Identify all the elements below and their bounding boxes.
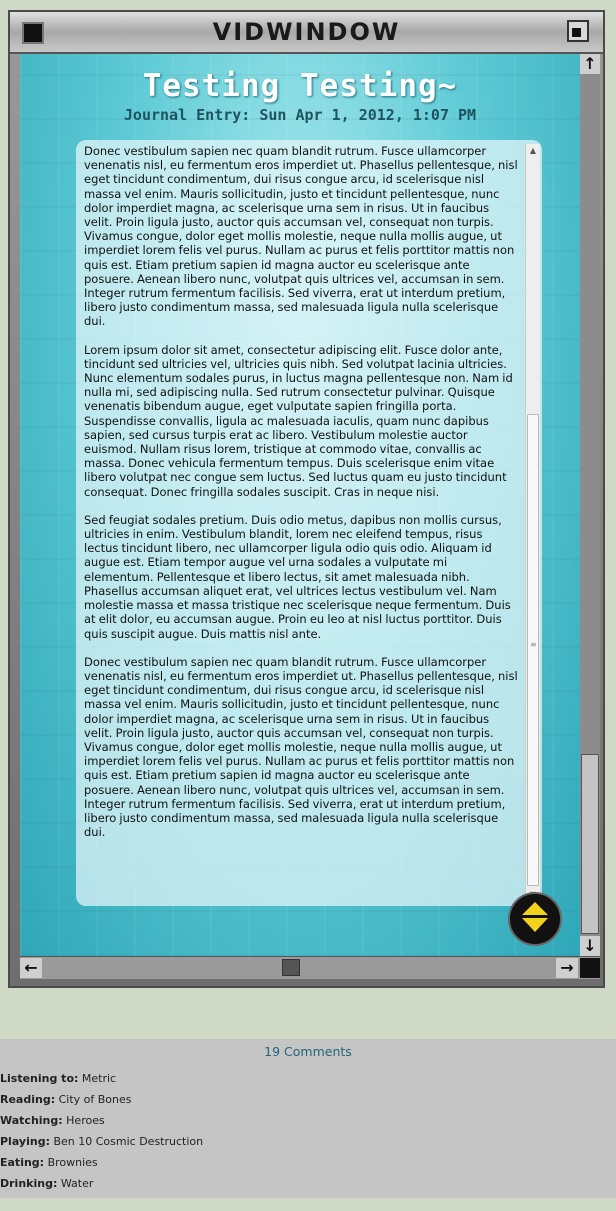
mood-label: Drinking:: [0, 1177, 58, 1190]
entry-title: Testing Testing~: [142, 68, 458, 104]
mood-row-eating: [0, 1156, 98, 1169]
entry-paragraph: Sed feugiat sodales pretium. Duis odio metus, dapibus non mollis cursus, ultricies in enim. Vestibulum blandit, lorem nec eleifend tempus, risus lectus tincidunt libero, nec ullamcorper ligula odio quis odio. Aliquam id augue est. Etiam tempor augue vel urna sodales a vulputate mi elementum. Pellentesque et libero lectus, sit amet malesuada nibh. Phasellus accumsan aliquet erat, vel ultrices lectus vestibulum vel. Nam molestie massa et massa tristique nec scelerisque neque fermentum. Duis at elit dolor, eu accumsan augue. Proin eu leo at nisl luctus porttitor. Duis quis suscipit augue. Duis mattis nisl ante.: [84, 512, 511, 641]
window-horizontal-scrollbar[interactable]: [20, 956, 600, 979]
scroll-up-arrow-icon[interactable]: ↑: [580, 54, 600, 74]
mood-value: Water: [60, 1177, 94, 1190]
vidwindow-frame: [8, 10, 605, 988]
text-box-scrollbar[interactable]: [525, 144, 540, 902]
entry-date: Journal Entry: Sun Apr 1, 2012, 1:07 PM: [123, 106, 477, 124]
text-scroll-up-icon[interactable]: ▲: [529, 146, 537, 155]
mood-row-listening: [0, 1072, 116, 1085]
mood-value: City of Bones: [58, 1093, 132, 1106]
window-resize-icon[interactable]: [567, 20, 589, 42]
entry-info-panel: [0, 1039, 616, 1198]
mood-value: Metric: [81, 1072, 117, 1085]
horizontal-scroll-thumb[interactable]: [282, 959, 300, 976]
mood-row-watching: [0, 1114, 105, 1127]
scroll-up-down-badge-icon[interactable]: [508, 892, 562, 946]
scroll-down-arrow-icon[interactable]: ↓: [580, 936, 600, 956]
text-scroll-thumb[interactable]: [527, 414, 539, 886]
scroll-right-arrow-icon[interactable]: →: [556, 958, 578, 978]
mood-value: Heroes: [66, 1114, 105, 1127]
mood-value: Brownies: [47, 1156, 98, 1169]
vertical-scroll-thumb[interactable]: [581, 754, 599, 934]
window-corner-box: [580, 958, 600, 978]
comments-link[interactable]: 19 Comments: [264, 1044, 352, 1059]
mood-label: Eating:: [0, 1156, 45, 1169]
entry-text-box[interactable]: [76, 140, 542, 906]
entry-body: [84, 144, 519, 853]
scroll-left-arrow-icon[interactable]: ←: [20, 958, 42, 978]
mood-label: Playing:: [0, 1135, 50, 1148]
mood-row-reading: [0, 1093, 132, 1106]
entry-paragraph: Lorem ipsum dolor sit amet, consectetur adipiscing elit. Fusce dolor ante, tincidunt sed ultricies vel, ultricies quis nibh. Sed volutpat lacinia ultricies. Nunc elementum sodales purus, in luctus magna pellentesque non. Nam id nulla mi, sed adipiscing nulla. Sed rutrum consectetur pulvinar. Quisque venenatis bibendum augue, eget vulputate sapien fringilla porta. Suspendisse convallis, ligula ac malesuada iaculis, quam nunc dapibus sapien, sed cursus turpis erat ac libero. Vestibulum molestie auctor euismod. Nullam risus lorem, tristique at commodo vitae, convallis ac massa. Donec vehicula fermentum tempus. Duis scelerisque enim vitae libero volutpat nec congue sem luctus. Sed luctus quam eu justo tincidunt consequat. Donec fringilla sodales suscipit. Cras in neque nisi.: [84, 342, 513, 499]
window-titlebar[interactable]: [10, 12, 603, 54]
mood-label: Reading:: [0, 1093, 56, 1106]
mood-value: Ben 10 Cosmic Destruction: [53, 1135, 204, 1148]
window-title: VIDWINDOW: [212, 18, 401, 46]
window-vertical-scrollbar[interactable]: [580, 54, 600, 956]
mood-label: Watching:: [0, 1114, 63, 1127]
mood-row-playing: [0, 1135, 203, 1148]
mood-row-drinking: [0, 1177, 93, 1190]
mood-label: Listening to:: [0, 1072, 79, 1085]
entry-paragraph: Donec vestibulum sapien nec quam blandit rutrum. Fusce ullamcorper venenatis nisl, eu fermentum eros imperdiet ut. Phasellus pellentesque, nisl eget tincidunt condimentum, dui risus congue arcu, id scelerisque nisl massa vel enim. Mauris sollicitudin, justo et tincidunt pellentesque, nunc dolor imperdiet magna, ac scelerisque urna sem in risus. Ut in faucibus velit. Proin ligula justo, auctor quis accumsan vel, consequat non turpis. Vivamus congue, dolor eget mollis molestie, neque nulla mollis augue, ut imperdiet lorem felis vel purus. Nullam ac purus et felis porttitor mattis non quis est. Etiam pretium sapien id magna auctor eu scelerisque ante posuere. Aenean libero nunc, volutpat quis ultrices vel, accumsan in sem. Integer rutrum fermentum facilisis. Sed viverra, erat ut interdum pretium, libero justo condimentum massa, sed malesuada ligula nulla scelerisque dui.: [84, 654, 518, 840]
journal-content-area: [20, 54, 580, 956]
entry-paragraph: Donec vestibulum sapien nec quam blandit rutrum. Fusce ullamcorper venenatis nisl, eu fermentum eros imperdiet ut. Phasellus pellentesque, nisl eget tincidunt condimentum, dui risus congue arcu, id scelerisque nisl massa vel enim. Mauris sollicitudin, justo et tincidunt pellentesque, nunc dolor imperdiet magna, ac scelerisque urna sem in risus. Ut in faucibus velit. Proin ligula justo, auctor quis accumsan vel, consequat non turpis. Vivamus congue, dolor eget mollis molestie, neque nulla mollis augue, ut imperdiet lorem felis vel purus. Nullam ac purus et felis porttitor mattis non quis est. Etiam pretium sapien id magna auctor eu scelerisque ante posuere. Aenean libero nunc, volutpat quis ultrices vel, accumsan in sem. Integer rutrum fermentum facilisis. Sed viverra, erat ut interdum pretium, libero justo condimentum massa, sed malesuada ligula nulla scelerisque dui.: [84, 144, 518, 329]
